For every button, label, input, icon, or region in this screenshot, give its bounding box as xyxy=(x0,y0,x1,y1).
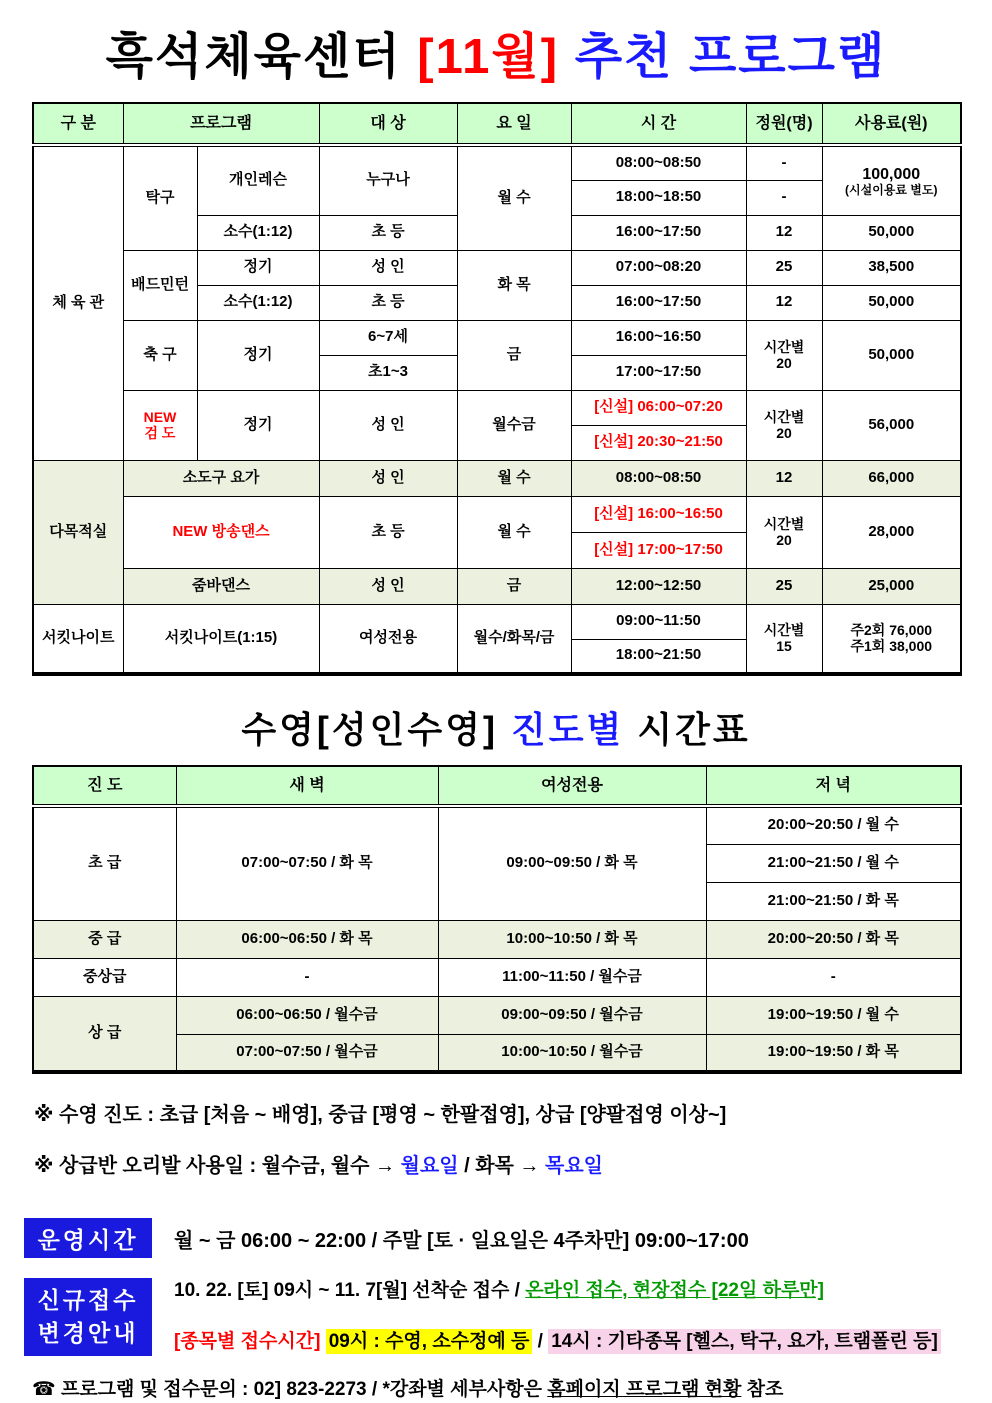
target-cell: 누구나 xyxy=(319,145,457,215)
th-dawn: 새 벽 xyxy=(176,766,438,806)
table-row xyxy=(33,958,961,996)
target-cell: 초 등 xyxy=(319,496,457,568)
dawn-cell: 07:00~07:50 / 월수금 xyxy=(176,1034,438,1072)
th-time: 시 간 xyxy=(571,103,746,145)
swim-table xyxy=(32,765,962,1074)
fee-cell: 25,000 xyxy=(822,568,961,604)
time-cell: 08:00~08:50 xyxy=(571,460,746,496)
th-category: 구 분 xyxy=(33,103,123,145)
fee-cell: 38,500 xyxy=(822,250,961,285)
capacity-type: 시간별 xyxy=(763,622,805,639)
day-cell: 금 xyxy=(457,568,571,604)
women-cell: 09:00~09:50 / 화 목 xyxy=(438,806,706,920)
fee-amount: 100,000 xyxy=(862,165,921,183)
capacity-cell: - xyxy=(746,180,822,215)
capacity-cell: - xyxy=(746,145,822,180)
note-text: ※ 상급반 오리발 사용일 : 월수금, 월수 → xyxy=(34,1155,401,1177)
fee-cell xyxy=(822,604,961,674)
swim-table-header xyxy=(33,766,961,806)
th-program: 프로그램 xyxy=(123,103,319,145)
table-row xyxy=(33,145,961,180)
label-text: 변경안내 xyxy=(37,1320,139,1346)
contact-text-end: 참조 xyxy=(741,1379,784,1400)
th-women-only: 여성전용 xyxy=(438,766,706,806)
capacity-number: 15 xyxy=(776,638,792,655)
program-table xyxy=(32,102,962,676)
page-title xyxy=(32,18,960,88)
women-cell: 10:00~10:50 / 월수금 xyxy=(438,1034,706,1072)
sport-kendo: 검 도 xyxy=(144,425,176,441)
day-cell: 월 수 xyxy=(457,460,571,496)
evening-cell: 20:00~20:50 / 월 수 xyxy=(706,806,961,844)
homepage-reference: 홈페이지 프로그램 현황 xyxy=(547,1379,742,1400)
table-row xyxy=(33,250,961,285)
table-row xyxy=(33,460,961,496)
table-row xyxy=(33,390,961,425)
time-cell: 16:00~17:50 xyxy=(571,215,746,250)
time-cell: 08:00~08:50 xyxy=(571,145,746,180)
signup-info-row xyxy=(24,1278,960,1356)
sport-kendo-new xyxy=(123,390,197,460)
sport-badminton: 배드민턴 xyxy=(123,250,197,320)
level-beginner: 초 급 xyxy=(33,806,176,920)
sport-soccer: 축 구 xyxy=(123,320,197,390)
time-cell: 16:00~16:50 xyxy=(571,320,746,355)
table-row xyxy=(33,806,961,844)
time-cell: 12:00~12:50 xyxy=(571,568,746,604)
time-cell: 18:00~18:50 xyxy=(571,180,746,215)
capacity-cell: 25 xyxy=(746,568,822,604)
time-cell-new: [신설] 20:30~21:50 xyxy=(571,425,746,460)
time-cell-new: [신설] 06:00~07:20 xyxy=(571,390,746,425)
capacity-cell: 12 xyxy=(746,460,822,496)
fee-cell: 28,000 xyxy=(822,496,961,568)
dawn-cell: 07:00~07:50 / 화 목 xyxy=(176,806,438,920)
evening-cell: 21:00~21:50 / 화 목 xyxy=(706,882,961,920)
capacity-cell: 25 xyxy=(746,250,822,285)
program-cell: 정기 xyxy=(197,250,319,285)
capacity-cell xyxy=(746,604,822,674)
day-cell: 금 xyxy=(457,320,571,390)
women-cell: 11:00~11:50 / 월수금 xyxy=(438,958,706,996)
swim-title-rest: 시간표 xyxy=(624,709,751,750)
signup-separator: / xyxy=(532,1331,549,1353)
table-row xyxy=(33,996,961,1034)
target-cell: 6~7세 xyxy=(319,320,457,355)
dawn-cell: - xyxy=(176,958,438,996)
evening-cell: - xyxy=(706,958,961,996)
signup-period: 10. 22. [토] 09시 ~ 11. 7[월] 선착순 접수 / xyxy=(174,1280,526,1301)
time-cell: 07:00~08:20 xyxy=(571,250,746,285)
signup-lines xyxy=(174,1278,941,1356)
fee-cell: 56,000 xyxy=(822,390,961,460)
th-target: 대 상 xyxy=(319,103,457,145)
note-thursday: 목요일 xyxy=(545,1155,603,1177)
target-cell: 성 인 xyxy=(319,568,457,604)
signup-time-9am: 09시 : 수영, 소수정예 등 xyxy=(326,1329,533,1354)
time-cell-new: [신설] 16:00~16:50 xyxy=(571,496,746,532)
evening-cell: 20:00~20:50 / 화 목 xyxy=(706,920,961,958)
contact-text: 프로그램 및 접수문의 : 02] 823-2273 / *강좌별 세부사항은 xyxy=(55,1379,548,1400)
swim-notes xyxy=(32,1098,960,1178)
swim-title-name: 수영[성인수영] xyxy=(241,709,511,750)
day-cell: 월수/화목/금 xyxy=(457,604,571,674)
women-cell: 10:00~10:50 / 화 목 xyxy=(438,920,706,958)
sport-tabletennis: 탁구 xyxy=(123,145,197,250)
table-row xyxy=(33,920,961,958)
fee-cell: 50,000 xyxy=(822,215,961,250)
note-fins-usage xyxy=(34,1149,960,1178)
evening-cell: 21:00~21:50 / 월 수 xyxy=(706,844,961,882)
time-cell: 18:00~21:50 xyxy=(571,639,746,674)
evening-cell: 19:00~19:50 / 화 목 xyxy=(706,1034,961,1072)
th-evening: 저 녁 xyxy=(706,766,961,806)
evening-cell: 19:00~19:50 / 월 수 xyxy=(706,996,961,1034)
program-cell: 소수(1:12) xyxy=(197,215,319,250)
th-fee: 사용료(원) xyxy=(822,103,961,145)
phone-icon: ☎ xyxy=(32,1379,56,1400)
capacity-type: 시간별 xyxy=(763,515,805,532)
signup-label xyxy=(24,1278,152,1356)
table-row xyxy=(33,604,961,639)
label-text: 신규접수 xyxy=(37,1286,139,1313)
program-cell-new: NEW 방송댄스 xyxy=(123,496,319,568)
capacity-cell xyxy=(746,390,822,460)
target-cell: 초1~3 xyxy=(319,355,457,390)
capacity-type: 시간별 xyxy=(763,338,805,355)
fee-cell: 50,000 xyxy=(822,320,961,390)
note-monday: 월요일 xyxy=(400,1155,459,1177)
program-table-header xyxy=(33,103,961,145)
signup-period-line xyxy=(174,1280,941,1303)
swim-title-level: 진도별 xyxy=(510,709,625,750)
day-cell: 월 수 xyxy=(457,496,571,568)
program-cell: 정기 xyxy=(197,320,319,390)
program-cell: 소도구 요가 xyxy=(123,460,319,496)
target-cell: 초 등 xyxy=(319,215,457,250)
note-swim-levels: ※ 수영 진도 : 초급 [처음 ~ 배영], 중급 [평영 ~ 한팔접영], 상급 [양팔접영 이상~] xyxy=(34,1104,727,1126)
level-advanced: 상 급 xyxy=(33,996,176,1072)
fee-note: (시설이용료 별도) xyxy=(845,182,938,197)
title-subject: 추천 프로그램 xyxy=(559,30,887,84)
fee-cell: 50,000 xyxy=(822,285,961,320)
th-capacity: 정원(명) xyxy=(746,103,822,145)
category-gym: 체 육 관 xyxy=(33,145,123,460)
fee-cell: 66,000 xyxy=(822,460,961,496)
program-cell: 소수(1:12) xyxy=(197,285,319,320)
signup-time-line xyxy=(174,1331,941,1354)
table-row xyxy=(33,496,961,532)
th-day: 요 일 xyxy=(457,103,571,145)
target-cell: 성 인 xyxy=(319,390,457,460)
day-cell: 월 수 xyxy=(457,145,571,250)
program-cell: 개인레슨 xyxy=(197,145,319,215)
time-cell: 16:00~17:50 xyxy=(571,285,746,320)
operating-hours-label xyxy=(24,1218,152,1258)
capacity-number: 20 xyxy=(776,532,792,548)
swim-section-title xyxy=(32,702,960,753)
capacity-number: 20 xyxy=(776,425,792,441)
title-month: [11월] xyxy=(417,30,560,84)
program-cell: 줌바댄스 xyxy=(123,568,319,604)
target-cell: 성 인 xyxy=(319,250,457,285)
title-center-name: 흑석체육센터 xyxy=(105,30,418,84)
capacity-number: 20 xyxy=(776,355,792,371)
category-multiroom: 다목적실 xyxy=(33,460,123,604)
capacity-cell xyxy=(746,496,822,568)
program-cell: 정기 xyxy=(197,390,319,460)
time-cell-new: [신설] 17:00~17:50 xyxy=(571,532,746,568)
operating-hours-text: 월 ~ 금 06:00 ~ 22:00 / 주말 [토 · 일요일은 4주차만] 09:00~17:00 xyxy=(174,1229,749,1252)
day-cell: 화 목 xyxy=(457,250,571,320)
capacity-cell: 12 xyxy=(746,215,822,250)
time-cell: 09:00~11:50 xyxy=(571,604,746,639)
category-circuit: 서킷나이트 xyxy=(33,604,123,674)
fee-line: 주1회 38,000 xyxy=(850,638,933,655)
dawn-cell: 06:00~06:50 / 월수금 xyxy=(176,996,438,1034)
target-cell: 성 인 xyxy=(319,460,457,496)
dawn-cell: 06:00~06:50 / 화 목 xyxy=(176,920,438,958)
signup-time-2pm: 14시 : 기타종목 [헬스, 탁구, 요가, 트램폴린 등] xyxy=(548,1329,941,1354)
table-row xyxy=(33,568,961,604)
label-text: 운영시간 xyxy=(37,1226,139,1253)
signup-method: 온라인 접수, 현장접수 [22일 하루만] xyxy=(525,1280,824,1301)
level-intermediate: 중 급 xyxy=(33,920,176,958)
time-cell: 17:00~17:50 xyxy=(571,355,746,390)
contact-line xyxy=(32,1374,960,1401)
note-text: / 화목 → xyxy=(458,1155,545,1177)
signup-time-title: [종목별 접수시간] xyxy=(174,1331,326,1353)
capacity-cell: 12 xyxy=(746,285,822,320)
fee-cell xyxy=(822,145,961,215)
table-row xyxy=(33,320,961,355)
new-badge: NEW xyxy=(143,408,177,425)
day-cell: 월수금 xyxy=(457,390,571,460)
capacity-cell xyxy=(746,320,822,390)
fee-line: 주2회 76,000 xyxy=(850,622,933,639)
capacity-type: 시간별 xyxy=(763,408,805,425)
th-level: 진 도 xyxy=(33,766,176,806)
operating-hours-row xyxy=(24,1218,960,1258)
program-cell: 서킷나이트(1:15) xyxy=(123,604,319,674)
target-cell: 초 등 xyxy=(319,285,457,320)
women-cell: 09:00~09:50 / 월수금 xyxy=(438,996,706,1034)
level-upper-intermediate: 중상급 xyxy=(33,958,176,996)
target-cell: 여성전용 xyxy=(319,604,457,674)
